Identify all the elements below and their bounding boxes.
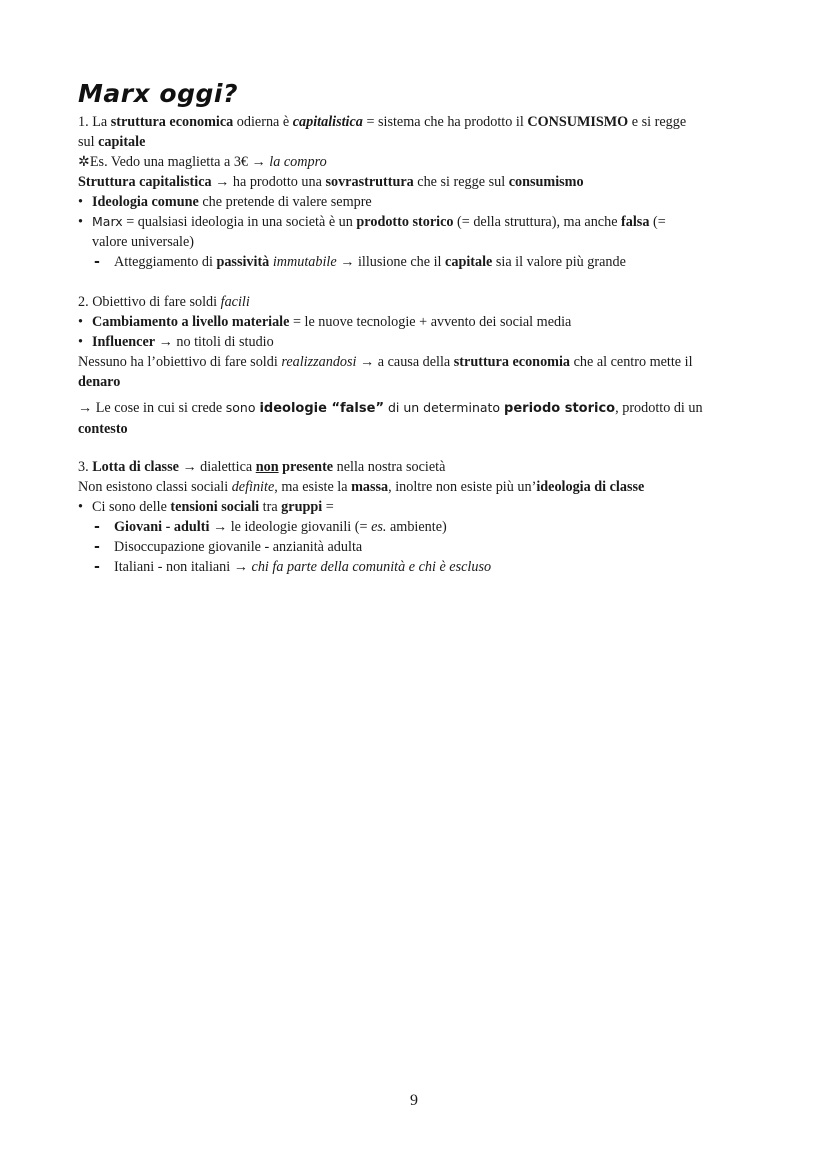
- text: consumismo: [508, 174, 584, 190]
- text: prodotto storico: [356, 214, 454, 230]
- text: , ma esiste la: [274, 479, 352, 495]
- text: Non esistono classi sociali: [78, 479, 232, 495]
- text: Nessuno ha l’obiettivo di fare soldi: [78, 354, 282, 370]
- text: → a causa della: [356, 354, 454, 370]
- section-1-line-2: [78, 132, 748, 152]
- section-2-bullet-2: [78, 332, 748, 352]
- text: Ideologia comune: [92, 194, 199, 210]
- section-1-dash-1: [78, 252, 748, 272]
- text: la compro: [269, 154, 327, 170]
- text: presente: [282, 459, 334, 475]
- text: Struttura capitalistica: [78, 174, 212, 190]
- section-2-line-2: [78, 352, 748, 372]
- text: che si regge sul: [413, 174, 509, 190]
- text: 2. Obiettivo di fare soldi: [78, 294, 221, 310]
- text: valore universale): [92, 234, 195, 250]
- text: , inoltre non esiste più un’: [388, 479, 537, 495]
- section-3-line-2: [78, 477, 748, 497]
- text: es.: [371, 519, 387, 535]
- text: → dialettica: [178, 459, 256, 475]
- section-3-dash-3: [78, 557, 748, 577]
- text: realizzandosi: [281, 354, 357, 370]
- text: 1. La: [78, 114, 111, 130]
- text: Italiani - non italiani →: [114, 559, 252, 575]
- text: CONSUMISMO: [527, 114, 629, 130]
- section-2-conclusion: [78, 398, 748, 439]
- text: sia il valore più grande: [492, 254, 626, 270]
- section-2-line-3: denaro: [78, 374, 121, 390]
- text: → le ideologie giovanili (=: [209, 519, 372, 535]
- text: definite: [231, 479, 275, 495]
- text: ideologia di classe: [536, 479, 645, 495]
- text: chi fa parte della comunità e chi è escluso: [251, 559, 492, 575]
- text: capitale: [445, 254, 493, 270]
- text: → Le cose in cui si crede: [78, 400, 226, 416]
- spacer: [78, 272, 748, 292]
- section-2-line-1: [78, 292, 748, 312]
- text: non: [255, 459, 279, 475]
- text: periodo storico: [504, 401, 616, 416]
- text: immutabile: [272, 254, 337, 270]
- page-number: 9: [410, 1092, 418, 1109]
- text: odierna è: [233, 114, 293, 130]
- text: falsa: [621, 214, 650, 230]
- text: Influencer: [92, 334, 156, 350]
- text: massa: [351, 479, 389, 495]
- text: contesto: [78, 421, 128, 437]
- text: tra: [259, 499, 282, 515]
- text: Lotta di classe: [92, 459, 179, 475]
- page-title: Marx oggi?: [78, 79, 238, 108]
- text: capitalistica: [292, 114, 363, 130]
- text: che al centro mette il: [570, 354, 693, 370]
- section-1-example: [78, 152, 748, 172]
- section-2-bullet-1: [78, 312, 748, 332]
- section-1-bullet-1: [78, 192, 748, 212]
- text: Atteggiamento di: [114, 254, 217, 270]
- text: e si regge: [628, 114, 687, 130]
- text: struttura economica: [110, 114, 234, 130]
- section-1-line-4: [78, 172, 748, 192]
- section-3-bullet-1: [78, 497, 748, 517]
- text: ideologie “false”: [259, 401, 384, 416]
- text: Marx: [92, 214, 123, 229]
- section-3-line-1: [78, 457, 748, 477]
- text: 3.: [78, 459, 93, 475]
- text: gruppi: [281, 499, 323, 515]
- text: → ha prodotto una: [211, 174, 326, 190]
- section-1-line-1: [78, 112, 748, 132]
- text: di un determinato: [383, 400, 505, 415]
- section-1-bullet-2: [78, 212, 748, 252]
- text: passività: [216, 254, 270, 270]
- text: nella nostra società: [333, 459, 446, 475]
- text: struttura economia: [453, 354, 571, 370]
- text: sono: [225, 400, 260, 415]
- text: (=: [649, 214, 666, 230]
- text: = le nuove tecnologie + avvento dei social media: [289, 314, 572, 330]
- text: facili: [220, 294, 250, 310]
- text: =: [322, 499, 334, 515]
- section-3-dash-1: [78, 517, 748, 537]
- text: , prodotto di un: [615, 400, 703, 416]
- text: ✲Es. Vedo una maglietta a 3€ →: [78, 154, 270, 170]
- text: → illusione che il: [336, 254, 446, 270]
- notes-body: [78, 112, 748, 577]
- text: → no titoli di studio: [155, 334, 274, 350]
- text: tensioni sociali: [170, 499, 260, 515]
- spacer: [78, 439, 748, 457]
- text: ambiente): [386, 519, 447, 535]
- section-3-dash-2: - Disoccupazione giovanile - anzianità adulta: [78, 537, 748, 557]
- text: Giovani - adulti: [114, 519, 210, 535]
- text: Ci sono delle: [92, 499, 171, 515]
- text: = qualsiasi ideologia in una società è un: [122, 214, 357, 230]
- text: sovrastruttura: [325, 174, 414, 190]
- text: Cambiamento a livello materiale: [92, 314, 290, 330]
- text: sul: [78, 134, 99, 150]
- text: = sistema che ha prodotto il: [362, 114, 528, 130]
- text: capitale: [98, 134, 146, 150]
- text: che pretende di valere sempre: [198, 194, 372, 210]
- text: (= della struttura), ma anche: [453, 214, 622, 230]
